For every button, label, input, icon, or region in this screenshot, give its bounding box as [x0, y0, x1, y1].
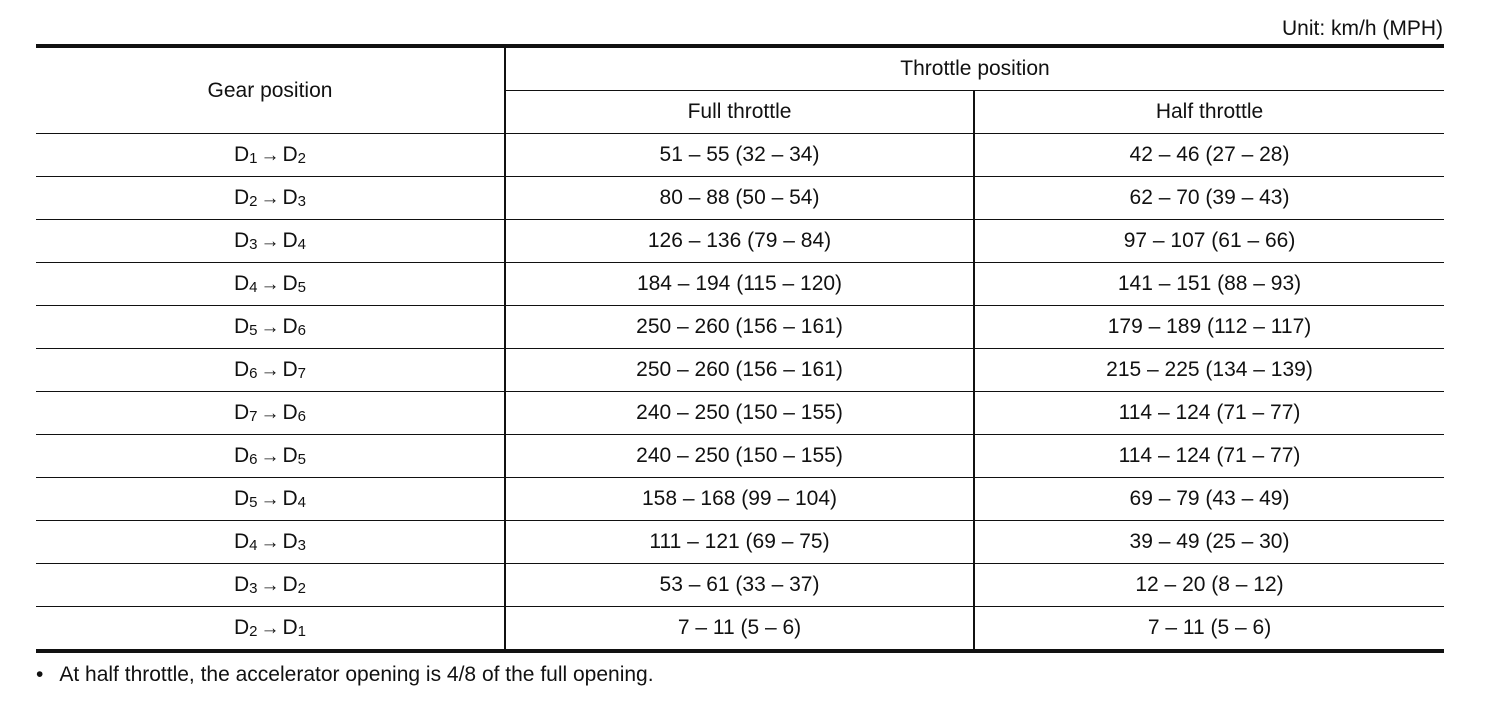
- from-gear-letter: D: [233, 358, 250, 381]
- full-throttle-cell: 250 – 260 (156 – 161): [505, 306, 974, 349]
- gear-shift-cell: [36, 564, 505, 607]
- from-gear-letter: D: [233, 444, 250, 467]
- gear-shift-cell: [36, 177, 505, 220]
- table-row: [36, 134, 1444, 177]
- from-gear-letter: D: [233, 487, 250, 510]
- from-gear-number: 3: [249, 236, 258, 253]
- from-gear-number: 1: [249, 150, 258, 167]
- half-throttle-cell: 62 – 70 (39 – 43): [974, 177, 1444, 220]
- from-gear-letter: D: [233, 530, 250, 553]
- to-gear-letter: D: [282, 272, 298, 295]
- from-gear-number: 4: [249, 537, 258, 554]
- from-gear-number: 6: [249, 451, 258, 468]
- to-gear-number: 5: [297, 279, 307, 296]
- gear-shift-cell: [36, 349, 505, 392]
- half-throttle-cell: 141 – 151 (88 – 93): [974, 263, 1444, 306]
- half-throttle-cell: 114 – 124 (71 – 77): [974, 392, 1444, 435]
- full-throttle-header: Full throttle: [505, 91, 974, 134]
- gear-shift-cell: [36, 263, 505, 306]
- full-throttle-cell: 126 – 136 (79 – 84): [505, 220, 974, 263]
- from-gear-letter: D: [233, 401, 250, 424]
- arrow-right-icon: →: [260, 231, 280, 252]
- from-gear-number: 7: [249, 408, 258, 425]
- table-header: [36, 46, 1444, 134]
- half-throttle-cell: 7 – 11 (5 – 6): [974, 607, 1444, 652]
- half-throttle-cell: 39 – 49 (25 – 30): [974, 521, 1444, 564]
- arrow-right-icon: →: [260, 274, 280, 295]
- table-row: [36, 478, 1444, 521]
- header-row-top: [36, 46, 1444, 91]
- to-gear-number: 1: [297, 623, 307, 640]
- from-gear-letter: D: [233, 315, 250, 338]
- shift-speed-table: [36, 44, 1444, 653]
- half-throttle-cell: 215 – 225 (134 – 139): [974, 349, 1444, 392]
- from-gear-number: 3: [249, 580, 258, 597]
- full-throttle-cell: 7 – 11 (5 – 6): [505, 607, 974, 652]
- arrow-right-icon: →: [260, 403, 280, 424]
- arrow-right-icon: →: [260, 145, 280, 166]
- table-row: [36, 306, 1444, 349]
- to-gear-number: 3: [297, 193, 307, 210]
- full-throttle-cell: 51 – 55 (32 – 34): [505, 134, 974, 177]
- to-gear-letter: D: [282, 616, 298, 639]
- from-gear-number: 2: [249, 623, 258, 640]
- gear-shift-cell: [36, 134, 505, 177]
- footnote: [36, 663, 654, 687]
- table-row: [36, 349, 1444, 392]
- full-throttle-cell: 80 – 88 (50 – 54): [505, 177, 974, 220]
- from-gear-number: 6: [249, 365, 258, 382]
- table-row: [36, 435, 1444, 478]
- half-throttle-cell: 114 – 124 (71 – 77): [974, 435, 1444, 478]
- table-row: [36, 564, 1444, 607]
- full-throttle-cell: 53 – 61 (33 – 37): [505, 564, 974, 607]
- to-gear-number: 7: [297, 365, 307, 382]
- gear-position-header: Gear position: [207, 78, 333, 102]
- throttle-position-header: Throttle position: [505, 46, 1444, 91]
- table-row: [36, 263, 1444, 306]
- full-throttle-cell: 184 – 194 (115 – 120): [505, 263, 974, 306]
- to-gear-letter: D: [282, 487, 298, 510]
- arrow-right-icon: →: [260, 188, 280, 209]
- gear-shift-cell: [36, 607, 505, 652]
- table-row: [36, 177, 1444, 220]
- half-throttle-header: Half throttle: [974, 91, 1444, 134]
- gear-shift-cell: [36, 306, 505, 349]
- arrow-right-icon: →: [260, 575, 280, 596]
- table-row: [36, 220, 1444, 263]
- to-gear-letter: D: [282, 229, 298, 252]
- table-row: [36, 392, 1444, 435]
- half-throttle-cell: 179 – 189 (112 – 117): [974, 306, 1444, 349]
- half-throttle-cell: 12 – 20 (8 – 12): [974, 564, 1444, 607]
- table-row: [36, 607, 1444, 652]
- bullet-icon: •: [36, 663, 44, 686]
- to-gear-number: 5: [297, 451, 307, 468]
- to-gear-letter: D: [282, 358, 298, 381]
- full-throttle-cell: 250 – 260 (156 – 161): [505, 349, 974, 392]
- full-throttle-cell: 111 – 121 (69 – 75): [505, 521, 974, 564]
- gear-shift-cell: [36, 521, 505, 564]
- table-row: [36, 521, 1444, 564]
- full-throttle-cell: 240 – 250 (150 – 155): [505, 392, 974, 435]
- gear-shift-cell: [36, 478, 505, 521]
- from-gear-letter: D: [233, 229, 250, 252]
- from-gear-number: 5: [249, 494, 258, 511]
- half-throttle-cell: 69 – 79 (43 – 49): [974, 478, 1444, 521]
- table-body: [36, 134, 1444, 652]
- gear-shift-cell: [36, 392, 505, 435]
- from-gear-number: 4: [249, 279, 258, 296]
- half-throttle-cell: 42 – 46 (27 – 28): [974, 134, 1444, 177]
- to-gear-letter: D: [282, 143, 298, 166]
- to-gear-number: 3: [297, 537, 307, 554]
- to-gear-number: 6: [297, 322, 307, 339]
- to-gear-number: 2: [297, 580, 307, 597]
- from-gear-letter: D: [233, 272, 250, 295]
- arrow-right-icon: →: [260, 532, 280, 553]
- to-gear-letter: D: [282, 530, 298, 553]
- full-throttle-cell: 240 – 250 (150 – 155): [505, 435, 974, 478]
- arrow-right-icon: →: [260, 489, 280, 510]
- from-gear-letter: D: [233, 573, 250, 596]
- from-gear-letter: D: [233, 186, 250, 209]
- to-gear-letter: D: [282, 444, 298, 467]
- gear-shift-cell: [36, 220, 505, 263]
- to-gear-letter: D: [282, 401, 298, 424]
- arrow-right-icon: →: [260, 360, 280, 381]
- arrow-right-icon: →: [260, 317, 280, 338]
- from-gear-number: 2: [249, 193, 258, 210]
- from-gear-letter: D: [233, 143, 250, 166]
- to-gear-number: 6: [297, 408, 307, 425]
- arrow-right-icon: →: [260, 446, 280, 467]
- from-gear-number: 5: [249, 322, 258, 339]
- to-gear-letter: D: [282, 186, 298, 209]
- full-throttle-cell: 158 – 168 (99 – 104): [505, 478, 974, 521]
- to-gear-number: 2: [297, 150, 307, 167]
- footnote-text: At half throttle, the accelerator opening is 4/8 of the full opening.: [59, 663, 654, 686]
- gear-shift-cell: [36, 435, 505, 478]
- from-gear-letter: D: [233, 616, 250, 639]
- to-gear-letter: D: [282, 315, 298, 338]
- to-gear-number: 4: [297, 236, 307, 253]
- to-gear-number: 4: [297, 494, 307, 511]
- arrow-right-icon: →: [260, 618, 280, 639]
- to-gear-letter: D: [282, 573, 298, 596]
- half-throttle-cell: 97 – 107 (61 – 66): [974, 220, 1444, 263]
- unit-label: Unit: km/h (MPH): [1281, 17, 1443, 40]
